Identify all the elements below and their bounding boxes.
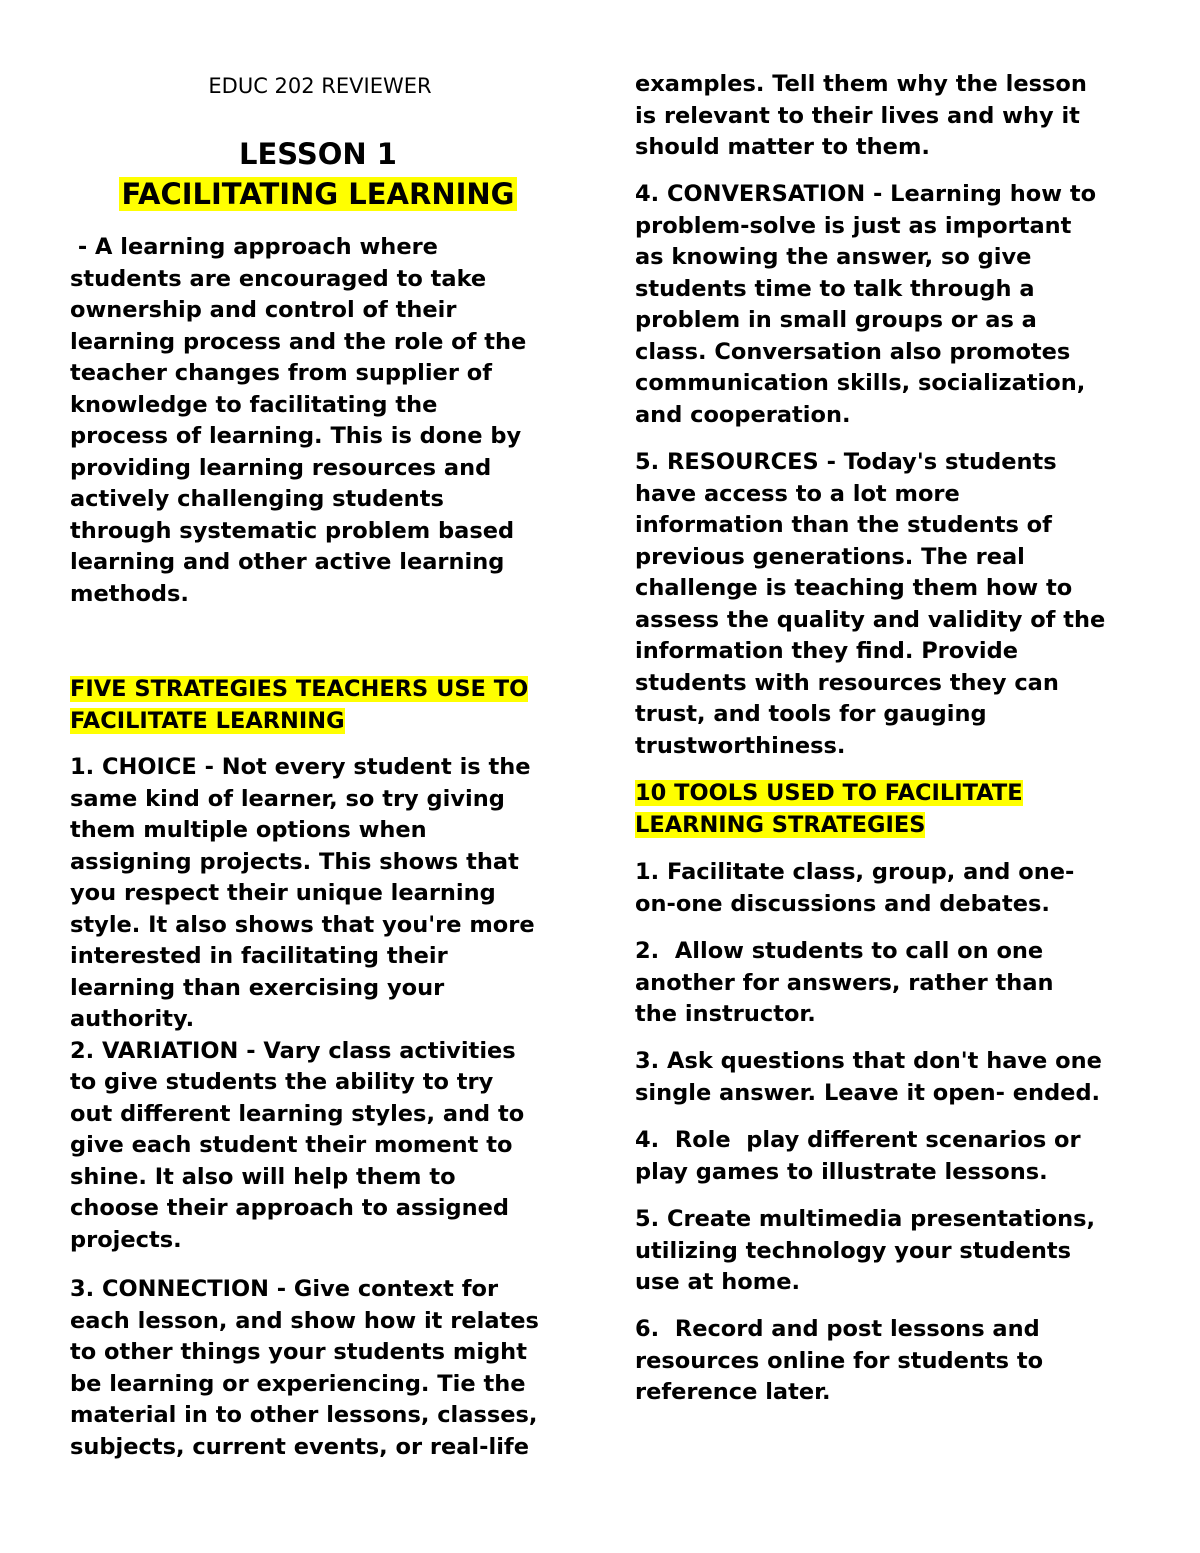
- strategy-line: learning than exercising your: [70, 974, 445, 1001]
- strategy-line: examples. Tell them why the lesson: [635, 71, 1087, 97]
- strategy-line: is relevant to their lives and why it: [635, 102, 1080, 129]
- strategy-line: interested in facilitating their: [70, 943, 448, 969]
- tool-line: 5. Create multimedia presentations,: [635, 1206, 1096, 1232]
- definition-line: teacher changes from supplier of: [70, 360, 492, 386]
- tool-item-4: [635, 1125, 1081, 1188]
- strategy-line: information they find. Provide: [635, 638, 1018, 664]
- tool-item-2: [635, 936, 1054, 1031]
- strategy-line: 5. RESOURCES - Today's students: [635, 449, 1057, 475]
- strategy-line: class. Conversation also promotes: [635, 338, 1071, 365]
- strategies-heading-line: FACILITATE LEARNING: [70, 707, 345, 734]
- definition-line: methods.: [70, 580, 189, 607]
- tools-heading-line: LEARNING STRATEGIES: [635, 811, 926, 838]
- tool-line: 3. Ask questions that don't have one: [635, 1048, 1102, 1074]
- strategy-line: 2. VARIATION - Vary class activities: [70, 1037, 516, 1064]
- strategy-line: subjects, current events, or real-life: [70, 1433, 529, 1460]
- definition-line: ownership and control of their: [70, 297, 457, 323]
- strategy-line: should matter to them.: [635, 134, 930, 160]
- strategy-line: material in to other lessons, classes,: [70, 1402, 538, 1428]
- strategy-line: as knowing the answer, so give: [635, 244, 1032, 270]
- tool-item-6: [635, 1314, 1043, 1409]
- strategy-line: 3. CONNECTION - Give context for: [70, 1276, 499, 1302]
- strategy-choice-variation: [70, 752, 535, 1256]
- tool-line: 4. Role play different scenarios or: [635, 1127, 1081, 1153]
- strategy-line: and cooperation.: [635, 401, 851, 428]
- tool-line: play games to illustrate lessons.: [635, 1158, 1048, 1185]
- strategies-heading-line: FIVE STRATEGIES TEACHERS USE TO: [70, 676, 529, 702]
- strategy-line: trust, and tools for gauging: [635, 701, 987, 727]
- definition-line: providing learning resources and: [70, 454, 492, 481]
- strategy-line: authority.: [70, 1006, 195, 1032]
- tool-line: use at home.: [635, 1269, 801, 1295]
- definition-line: learning and other active learning: [70, 549, 505, 575]
- strategy-line: shine. It also will help them to: [70, 1163, 456, 1190]
- strategy-conversation: [635, 179, 1096, 431]
- strategy-line: problem in small groups or as a: [635, 307, 1037, 333]
- strategy-line: choose their approach to assigned: [70, 1195, 509, 1221]
- strategy-line: same kind of learner, so try giving: [70, 785, 505, 812]
- strategy-line: assigning projects. This shows that: [70, 848, 519, 875]
- strategy-line: style. It also shows that you're more: [70, 911, 535, 938]
- strategy-line: problem-solve is just as important: [635, 212, 1072, 239]
- tool-item-1: [635, 857, 1074, 920]
- strategy-resources: [635, 447, 1105, 762]
- tool-line: 2. Allow students to call on one: [635, 938, 1044, 964]
- definition-line: process of learning. This is done by: [70, 423, 522, 449]
- tool-line: resources online for students to: [635, 1347, 1044, 1374]
- document-header: EDUC 202 REVIEWER: [208, 74, 432, 98]
- tool-line: on-one discussions and debates.: [635, 890, 1050, 917]
- tools-heading-line: 10 TOOLS USED TO FACILITATE: [635, 780, 1023, 806]
- strategy-line: trustworthiness.: [635, 732, 846, 759]
- lesson-title: FACILITATING LEARNING: [119, 177, 518, 211]
- strategy-line: previous generations. The real: [635, 543, 1025, 570]
- strategy-line: give each student their moment to: [70, 1132, 513, 1158]
- strategy-line: be learning or experiencing. Tie the: [70, 1370, 526, 1397]
- tool-item-5: [635, 1204, 1095, 1299]
- strategies-heading: [70, 674, 528, 737]
- definition-line: knowledge to facilitating the: [70, 391, 438, 418]
- tool-line: another for answers, rather than: [635, 969, 1054, 996]
- lesson-number: LESSON 1: [239, 137, 397, 171]
- strategy-line: 1. CHOICE - Not every student is the: [70, 754, 531, 780]
- strategy-line: 4. CONVERSATION - Learning how to: [635, 181, 1097, 207]
- tool-line: 1. Facilitate class, group, and one-: [635, 859, 1075, 885]
- strategy-line: each lesson, and show how it relates: [70, 1307, 539, 1334]
- tool-item-3: [635, 1046, 1102, 1109]
- definition-line: learning process and the role of the: [70, 328, 527, 355]
- strategy-line: to give students the ability to try: [70, 1069, 494, 1095]
- strategy-line: assess the quality and validity of the: [635, 606, 1106, 633]
- tool-line: utilizing technology your students: [635, 1237, 1072, 1264]
- definition-paragraph: [70, 232, 526, 610]
- strategy-line: to other things your students might: [70, 1339, 527, 1365]
- strategy-connection-continued: [635, 69, 1087, 164]
- strategy-line: you respect their unique learning: [70, 880, 496, 906]
- tool-line: single answer. Leave it open- ended.: [635, 1079, 1101, 1106]
- strategy-line: students time to talk through a: [635, 275, 1035, 302]
- definition-line: students are encouraged to take: [70, 265, 487, 292]
- strategy-line: communication skills, socialization,: [635, 370, 1086, 396]
- strategy-line: students with resources they can: [635, 669, 1059, 696]
- tool-line: the instructor.: [635, 1001, 816, 1027]
- tool-line: reference later.: [635, 1379, 831, 1405]
- definition-line: through systematic problem based: [70, 517, 515, 544]
- definition-line: actively challenging students: [70, 486, 444, 512]
- lesson-title-wrap: [0, 176, 636, 212]
- strategy-line: out different learning styles, and to: [70, 1100, 525, 1127]
- strategy-line: projects.: [70, 1226, 182, 1253]
- strategy-line: information than the students of: [635, 512, 1052, 538]
- tools-heading: [635, 778, 1023, 841]
- strategy-line: them multiple options when: [70, 817, 427, 843]
- strategy-line: challenge is teaching them how to: [635, 575, 1073, 601]
- tool-line: 6. Record and post lessons and: [635, 1316, 1040, 1342]
- strategy-connection: [70, 1274, 539, 1463]
- strategy-line: have access to a lot more: [635, 480, 960, 507]
- definition-line: - A learning approach where: [70, 234, 438, 260]
